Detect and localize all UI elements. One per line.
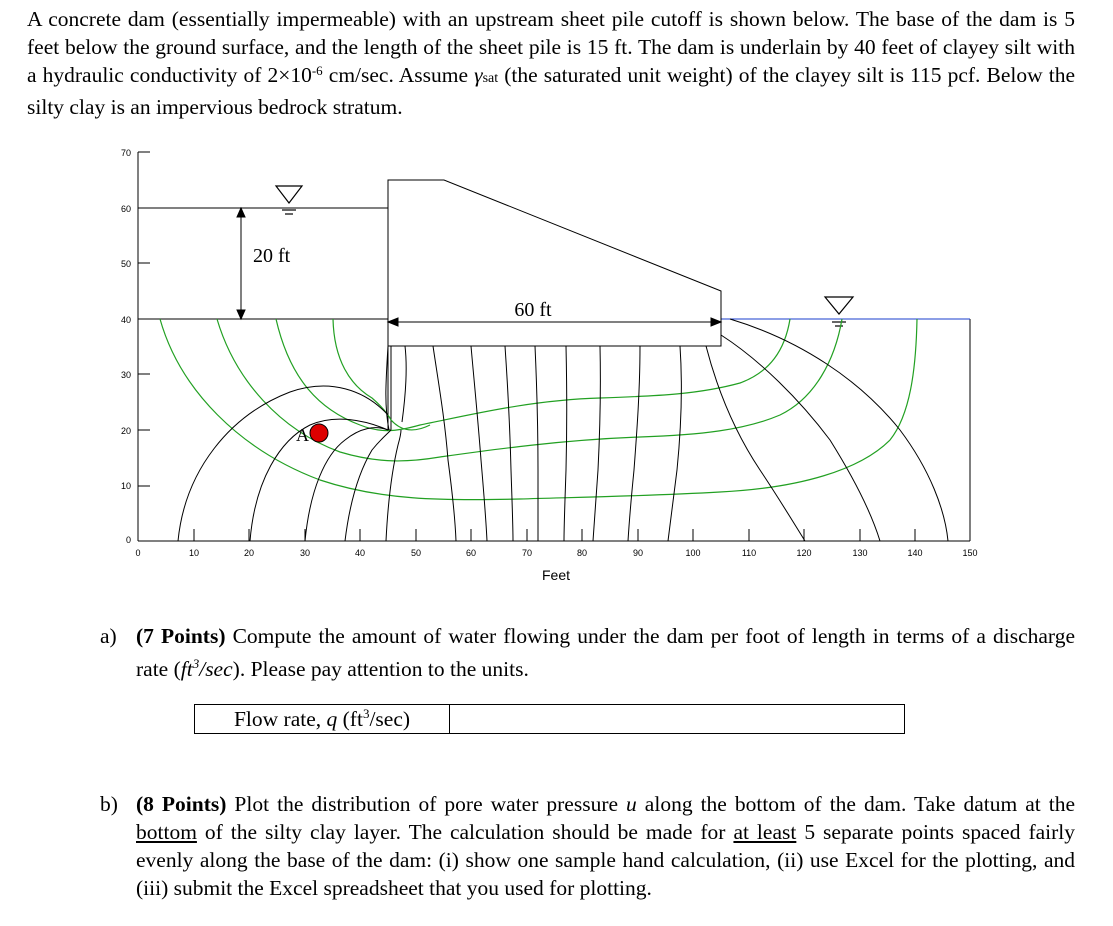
question-b-label: b) (100, 792, 118, 816)
question-a-label: a) (100, 624, 117, 648)
equipotential-line (345, 430, 391, 541)
question-b-at-least: at least (733, 820, 797, 844)
question-a-unit-rest: /sec (199, 657, 233, 682)
x-tick-label: 150 (962, 548, 978, 558)
question-b-text-3: of the silty clay layer. The calculation should be made for (196, 820, 734, 844)
x-tick-label: 130 (852, 548, 868, 558)
y-tick-label: 50 (120, 259, 131, 269)
y-tick-label: 40 (120, 315, 131, 325)
question-a (100, 622, 1075, 683)
headwater-level-icon (276, 186, 302, 214)
point-a-label: A (296, 425, 309, 445)
question-a-text: Compute the amount of water flowing under the dam per foot of length in terms of a discharge rate ( (136, 624, 1075, 682)
tailwater-level-icon (825, 297, 853, 326)
intro-text-3: (the saturated unit weight) of the clayey silt is 115 pcf. Below the silty clay is an impervious bedrock stratum. (27, 63, 1075, 119)
question-b-bottom: bottom (136, 820, 197, 844)
head-dimension-label: 20 ft (253, 245, 291, 267)
point-a-marker (310, 424, 328, 442)
question-a-unit-exp: 3 (192, 656, 200, 671)
x-tick-label: 40 (354, 548, 366, 558)
head-dimension-arrow (237, 208, 245, 319)
y-tick-label: 20 (120, 426, 131, 436)
equipotential-line (564, 346, 567, 541)
x-tick-label: 60 (465, 548, 477, 558)
question-b-text-4: 5 separate points spaced fairly evenly along the base of the dam: (i) show one sample hand calculation, (ii) use Excel for the plotting, and (iii) submit the Excel spreadsheet that you used for plotting. (136, 820, 1076, 900)
equipotential-line (505, 346, 513, 541)
question-b-text-1: Plot the distribution of pore water pressure (226, 792, 627, 816)
question-a-text-end: ). Please pay attention to the units. (232, 657, 529, 682)
equipotential-line (305, 428, 388, 541)
equipotential-line (628, 346, 640, 541)
x-tick-label: 90 (632, 548, 644, 558)
intro-exponent: -6 (311, 63, 323, 78)
y-tick-label: 30 (120, 370, 131, 380)
x-axis-label: Feet (541, 567, 571, 583)
question-b-text-2: along the bottom of the dam. Take datum at the (636, 792, 1075, 816)
x-tick-label: 0 (135, 548, 141, 558)
y-tick-label: 10 (120, 481, 131, 491)
concrete-dam (388, 180, 721, 346)
flow-rate-answer-table (194, 704, 905, 734)
x-tick-labels (135, 548, 977, 558)
x-axis-ticks (194, 529, 915, 541)
question-b-u-symbol: u (626, 792, 637, 816)
x-tick-label: 110 (741, 548, 757, 558)
equipotential-line (593, 346, 600, 541)
intro-text-1: A concrete dam (essentially impermeable) with an upstream sheet pile cutoff is shown below. The base of the dam is 5 feet below the ground surface, and the length of the sheet pile is 15 ft. The dam is underlain by 40 feet of clayey silt with a hydraulic conductivity of 2×10 (27, 7, 1075, 87)
equipotential-line (433, 346, 456, 541)
x-tick-label: 140 (907, 548, 923, 558)
gamma-symbol: γ (474, 63, 483, 87)
y-tick-label: 0 (125, 535, 131, 545)
y-tick-labels (121, 148, 131, 545)
question-a-unit: ft (180, 657, 193, 682)
x-tick-label: 20 (243, 548, 255, 558)
equipotential-line (386, 430, 401, 541)
equipotential-line (402, 346, 406, 422)
y-tick-label: 60 (120, 204, 131, 214)
question-b-points: (8 Points) (136, 792, 227, 816)
y-tick-label: 70 (120, 148, 131, 158)
x-tick-label: 50 (410, 548, 422, 558)
x-tick-label: 30 (299, 548, 311, 558)
x-tick-label: 80 (576, 548, 588, 558)
flow-line (333, 319, 391, 420)
base-dimension-label: 60 ft (514, 299, 552, 321)
flow-rate-caption: Flow rate, q $(ft^3/\sec)$ (195, 705, 450, 734)
equipotential-line (535, 346, 538, 541)
question-a-points: (7 Points) (136, 624, 226, 648)
question-b (100, 790, 1075, 902)
flow-line-near-pile (391, 420, 430, 430)
equipotential-line (471, 346, 487, 541)
x-tick-label: 100 (685, 548, 701, 558)
equipotential-line (668, 346, 681, 541)
equipotential-line (721, 335, 880, 541)
flow-rate-answer-field[interactable] (450, 705, 905, 734)
gamma-subscript: sat (482, 71, 499, 86)
x-tick-label: 70 (521, 548, 533, 558)
intro-text-2: cm/sec. Assume (322, 63, 475, 87)
x-tick-label: 10 (188, 548, 200, 558)
x-tick-label: 120 (796, 548, 812, 558)
